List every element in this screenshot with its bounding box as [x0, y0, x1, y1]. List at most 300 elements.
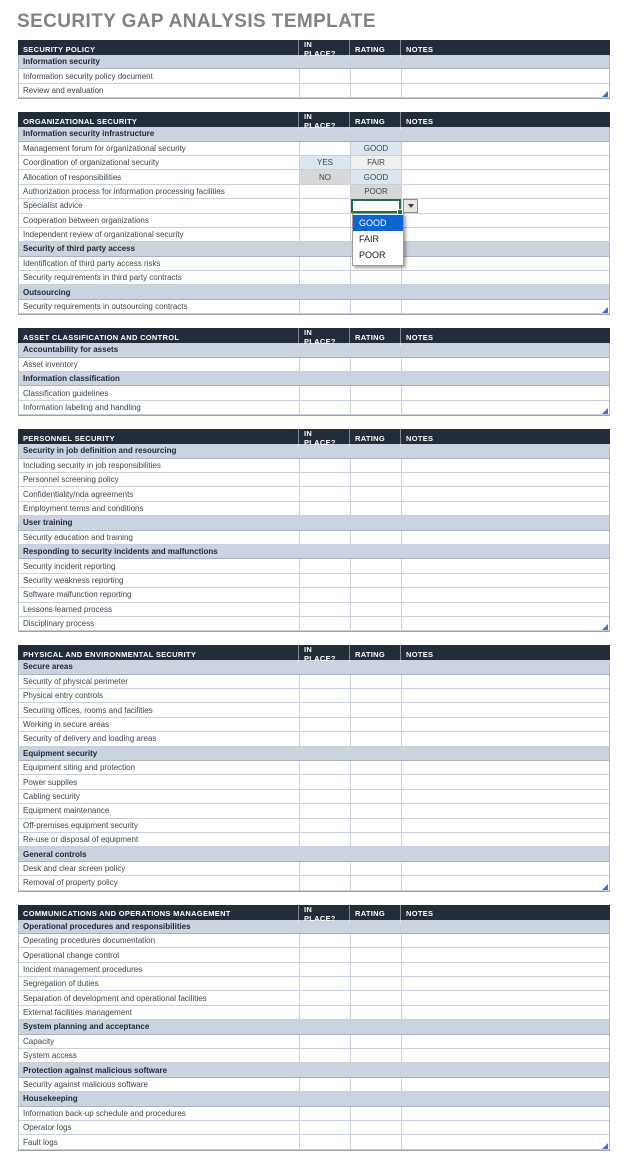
rating-cell[interactable] [350, 1078, 401, 1091]
in-place-cell[interactable] [299, 358, 350, 371]
in-place-cell[interactable] [299, 214, 350, 227]
in-place-cell[interactable] [299, 531, 350, 544]
in-place-cell[interactable]: YES [299, 156, 350, 169]
notes-cell[interactable] [401, 833, 609, 846]
column-header-rating: RATING [349, 429, 400, 447]
table-row [19, 775, 609, 789]
table-row [19, 502, 609, 516]
notes-cell[interactable] [401, 948, 609, 961]
item-label-cell[interactable]: Including security in job responsibilities [23, 460, 161, 470]
in-place-cell [299, 55, 350, 68]
in-place-cell[interactable] [299, 977, 350, 990]
in-place-cell[interactable] [299, 948, 350, 961]
rating-cell[interactable] [350, 531, 401, 544]
table-row [19, 386, 609, 400]
rating-cell[interactable] [350, 603, 401, 616]
column-header-rating: RATING [349, 328, 400, 346]
rating-cell [350, 1092, 401, 1105]
item-label-cell[interactable]: Desk and clear screen policy [23, 863, 126, 873]
column-header-notes: NOTES [400, 645, 610, 663]
rating-cell[interactable] [350, 300, 401, 313]
subsection-label-cell: Operational procedures and responsibilities [23, 921, 191, 931]
in-place-cell [299, 444, 350, 457]
sections-container [0, 40, 628, 1151]
rating-cell[interactable] [350, 1006, 401, 1019]
item-label-cell[interactable]: Coordination of organizational security [23, 158, 160, 168]
table-row [19, 1035, 609, 1049]
in-place-cell[interactable] [299, 718, 350, 731]
in-place-cell[interactable] [299, 1006, 350, 1019]
item-label-cell[interactable]: Allocation of responsibilities [23, 172, 122, 182]
subsection-label-cell: Secure areas [23, 662, 73, 672]
notes-cell[interactable] [401, 271, 609, 284]
item-label-cell[interactable]: Physical entry controls [23, 691, 104, 701]
in-place-cell[interactable] [299, 775, 350, 788]
rating-cell[interactable] [350, 775, 401, 788]
notes-cell[interactable] [401, 1121, 609, 1134]
in-place-cell[interactable] [299, 487, 350, 500]
item-label-cell[interactable]: Re-use or disposal of equipment [23, 835, 139, 845]
rating-cell[interactable] [350, 1135, 401, 1148]
rating-cell[interactable] [350, 487, 401, 500]
subsection-row [19, 343, 609, 357]
rating-cell[interactable] [350, 862, 401, 875]
rating-cell[interactable] [350, 386, 401, 399]
in-place-cell[interactable] [299, 876, 350, 889]
in-place-cell[interactable] [299, 732, 350, 745]
notes-cell[interactable] [401, 170, 609, 183]
item-label-cell[interactable]: Information labeling and handling [23, 403, 141, 412]
rating-cell[interactable] [350, 732, 401, 745]
in-place-cell[interactable] [299, 804, 350, 817]
in-place-cell[interactable] [299, 603, 350, 616]
table-row [19, 1107, 609, 1121]
column-header-notes: NOTES [400, 429, 610, 447]
table-row [19, 185, 609, 199]
rating-cell[interactable] [350, 819, 401, 832]
item-label-cell[interactable]: Incident management procedures [23, 964, 143, 974]
notes-cell[interactable] [401, 790, 609, 803]
rating-cell[interactable] [350, 790, 401, 803]
rating-cell[interactable] [350, 689, 401, 702]
table-row [19, 156, 609, 170]
in-place-cell [299, 343, 350, 356]
item-label-cell[interactable]: Disciplinary process [23, 619, 95, 629]
notes-cell[interactable] [401, 401, 609, 414]
in-place-cell[interactable] [299, 833, 350, 846]
in-place-cell[interactable] [299, 69, 350, 82]
table-row [19, 603, 609, 617]
item-label-cell[interactable]: Security requirements in third party contracts [23, 273, 182, 283]
in-place-cell [299, 847, 350, 860]
rating-cell[interactable] [350, 271, 401, 284]
subsection-label-cell: General controls [23, 849, 87, 859]
in-place-cell[interactable] [299, 1107, 350, 1120]
in-place-cell[interactable] [299, 934, 350, 947]
notes-cell[interactable] [401, 574, 609, 587]
item-label-cell[interactable]: Cabling security [23, 791, 80, 801]
item-label-cell[interactable]: Asset inventory [23, 359, 78, 369]
subsection-row [19, 660, 609, 674]
in-place-cell[interactable] [299, 199, 350, 212]
in-place-cell[interactable] [299, 386, 350, 399]
notes-cell[interactable] [401, 502, 609, 515]
rating-cell[interactable] [350, 502, 401, 515]
in-place-cell[interactable] [299, 559, 350, 572]
subsection-label-cell: Information classification [23, 374, 120, 384]
rating-cell[interactable] [350, 718, 401, 731]
item-label-cell[interactable]: Security of physical perimeter [23, 676, 128, 686]
in-place-cell[interactable] [299, 271, 350, 284]
notes-cell[interactable] [401, 689, 609, 702]
item-label-cell[interactable]: Personnel screening policy [23, 475, 119, 485]
dropdown-arrow-button[interactable] [403, 199, 418, 213]
section-title: ASSET CLASSIFICATION AND CONTROL [23, 332, 180, 342]
table-row [19, 991, 609, 1005]
notes-cell[interactable] [401, 84, 609, 97]
rating-cell[interactable]: GOOD [350, 170, 401, 183]
item-label-cell[interactable]: Operational change control [23, 950, 120, 960]
rating-cell[interactable] [350, 401, 401, 414]
item-label-cell[interactable]: Classification guidelines [23, 388, 109, 398]
notes-cell[interactable] [401, 732, 609, 745]
dropdown-option[interactable]: GOOD [353, 215, 403, 231]
in-place-cell [299, 747, 350, 760]
notes-cell[interactable] [401, 69, 609, 82]
subsection-label-cell: Security of third party access [23, 244, 136, 254]
section-table [18, 905, 610, 1151]
rating-cell[interactable] [350, 1121, 401, 1134]
item-label-cell[interactable]: Capacity [23, 1036, 55, 1046]
notes-cell[interactable] [401, 228, 609, 241]
in-place-cell [299, 285, 350, 298]
item-label-cell[interactable]: Confidentiality/nda agreements [23, 489, 134, 499]
notes-cell [401, 343, 609, 356]
table-row [19, 69, 609, 83]
rating-cell[interactable] [350, 876, 401, 889]
item-label-cell[interactable]: Review and evaluation [23, 85, 104, 95]
rating-cell[interactable] [350, 675, 401, 688]
in-place-cell[interactable] [299, 963, 350, 976]
notes-cell[interactable] [401, 300, 609, 313]
notes-cell[interactable] [401, 675, 609, 688]
notes-cell[interactable] [401, 1006, 609, 1019]
item-label-cell[interactable]: Independent review of organizational security [23, 230, 184, 240]
notes-cell[interactable] [401, 1135, 609, 1148]
in-place-cell[interactable] [299, 473, 350, 486]
table-row [19, 876, 609, 890]
table-row [19, 214, 609, 228]
in-place-cell[interactable] [299, 84, 350, 97]
notes-cell[interactable] [401, 819, 609, 832]
rating-cell[interactable] [350, 473, 401, 486]
notes-cell[interactable] [401, 977, 609, 990]
rating-cell[interactable] [350, 934, 401, 947]
table-row [19, 977, 609, 991]
in-place-cell[interactable] [299, 1078, 350, 1091]
rating-cell [350, 920, 401, 933]
rating-cell[interactable] [350, 963, 401, 976]
item-label-cell[interactable]: Separation of development and operational facilities [23, 993, 207, 1003]
rating-cell [350, 285, 401, 298]
subsection-row [19, 242, 609, 256]
rating-cell [350, 545, 401, 558]
subsection-label-cell: Security in job definition and resourcing [23, 446, 177, 456]
section-header-row [18, 328, 610, 347]
notes-cell[interactable] [401, 775, 609, 788]
item-label-cell[interactable]: Security requirements in outsourcing contracts [23, 302, 188, 312]
notes-cell[interactable] [401, 199, 609, 212]
table-row [19, 142, 609, 156]
in-place-cell[interactable] [299, 300, 350, 313]
rating-cell [350, 1063, 401, 1076]
table-row [19, 617, 609, 631]
notes-cell [401, 242, 609, 255]
notes-cell[interactable] [401, 617, 609, 630]
subsection-label-cell: User training [23, 518, 73, 528]
in-place-cell[interactable] [299, 761, 350, 774]
rating-cell[interactable] [350, 574, 401, 587]
item-label-cell[interactable]: Off-premises equipment security [23, 820, 139, 830]
in-place-cell [299, 1020, 350, 1033]
in-place-cell [299, 1063, 350, 1076]
notes-cell[interactable] [401, 603, 609, 616]
column-header-notes: NOTES [400, 905, 610, 923]
notes-cell[interactable] [401, 257, 609, 270]
subsection-label-cell: Equipment security [23, 748, 98, 758]
column-header-in-place: IN PLACE? [298, 328, 349, 346]
item-label-cell[interactable]: Operator logs [23, 1123, 72, 1133]
dropdown-option[interactable]: POOR [359, 249, 386, 260]
section-header-row [18, 645, 610, 664]
rating-cell [350, 516, 401, 529]
subsection-row [19, 1063, 609, 1077]
subsection-label-cell: Protection against malicious software [23, 1065, 168, 1075]
in-place-cell[interactable] [299, 819, 350, 832]
in-place-cell[interactable]: NO [299, 170, 350, 183]
item-label-cell[interactable]: Employment terms and conditions [23, 503, 144, 513]
table-row [19, 862, 609, 876]
in-place-cell[interactable] [299, 228, 350, 241]
item-label-cell[interactable]: Management forum for organizational security [23, 143, 186, 153]
notes-cell[interactable] [401, 991, 609, 1004]
item-label-cell[interactable]: Equipment siting and protection [23, 763, 136, 773]
subsection-label-cell: Outsourcing [23, 287, 71, 297]
notes-cell [401, 285, 609, 298]
in-place-cell[interactable] [299, 257, 350, 270]
item-label-cell[interactable]: System access [23, 1051, 77, 1061]
rating-cell[interactable] [350, 1049, 401, 1062]
item-label-cell[interactable]: Security education and training [23, 532, 133, 542]
notes-cell[interactable] [401, 214, 609, 227]
dropdown-option[interactable]: FAIR [359, 233, 380, 244]
rating-cell[interactable] [350, 588, 401, 601]
item-label-cell[interactable]: Security against malicious software [23, 1080, 148, 1090]
table-row [19, 257, 609, 271]
notes-cell[interactable] [401, 185, 609, 198]
item-label-cell[interactable]: Power supplies [23, 777, 78, 787]
table-resize-handle [602, 307, 608, 313]
in-place-cell[interactable] [299, 790, 350, 803]
item-label-cell[interactable]: Segregation of duties [23, 979, 99, 989]
column-header-in-place: IN PLACE? [298, 112, 349, 130]
rating-cell[interactable]: GOOD [350, 142, 401, 155]
notes-cell[interactable] [401, 804, 609, 817]
table-row [19, 934, 609, 948]
table-resize-handle [602, 624, 608, 630]
notes-cell [401, 127, 609, 140]
rating-cell[interactable] [350, 358, 401, 371]
notes-cell[interactable] [401, 386, 609, 399]
subsection-label-cell: System planning and acceptance [23, 1022, 150, 1032]
column-header-in-place: IN PLACE? [298, 40, 349, 58]
item-label-cell[interactable]: External facilities management [23, 1008, 132, 1018]
in-place-cell[interactable] [299, 617, 350, 630]
rating-cell[interactable] [350, 703, 401, 716]
table-row [19, 84, 609, 98]
rating-cell[interactable] [350, 559, 401, 572]
rating-cell[interactable] [350, 991, 401, 1004]
table-resize-handle [602, 1143, 608, 1149]
subsection-row [19, 516, 609, 530]
column-header-notes: NOTES [400, 40, 610, 58]
item-label-cell[interactable]: Information security policy document [23, 71, 153, 81]
table-row [19, 588, 609, 602]
notes-cell[interactable] [401, 156, 609, 169]
item-label-cell[interactable]: Specialist advice [23, 201, 83, 211]
in-place-cell[interactable] [299, 1049, 350, 1062]
in-place-cell[interactable] [299, 588, 350, 601]
section-header-row [18, 904, 610, 923]
table-row [19, 559, 609, 573]
in-place-cell[interactable] [299, 862, 350, 875]
section-title: ORGANIZATIONAL SECURITY [23, 116, 138, 126]
rating-cell [350, 1020, 401, 1033]
item-label-cell[interactable]: Identification of third party access risks [23, 258, 161, 268]
item-label-cell[interactable]: Removal of property policy [23, 878, 118, 888]
in-place-cell[interactable] [299, 1035, 350, 1048]
section-table [18, 429, 610, 632]
notes-cell[interactable] [401, 876, 609, 889]
in-place-cell [299, 1092, 350, 1105]
rating-cell[interactable] [350, 948, 401, 961]
in-place-cell[interactable] [299, 185, 350, 198]
in-place-cell[interactable] [299, 1135, 350, 1148]
notes-cell[interactable] [401, 963, 609, 976]
table-row [19, 819, 609, 833]
in-place-cell[interactable] [299, 1121, 350, 1134]
notes-cell[interactable] [401, 487, 609, 500]
notes-cell[interactable] [401, 862, 609, 875]
notes-cell[interactable] [401, 718, 609, 731]
in-place-cell[interactable] [299, 574, 350, 587]
notes-cell[interactable] [401, 531, 609, 544]
subsection-label-cell: Information security [23, 57, 100, 67]
table-row [19, 948, 609, 962]
notes-cell [401, 444, 609, 457]
rating-cell[interactable] [350, 833, 401, 846]
subsection-row [19, 920, 609, 934]
rating-cell[interactable] [350, 84, 401, 97]
rating-cell[interactable] [350, 459, 401, 472]
notes-cell[interactable] [401, 1035, 609, 1048]
item-label-cell[interactable]: Working in secure areas [23, 720, 110, 730]
item-label-cell[interactable]: Cooperation between organizations [23, 215, 149, 225]
in-place-cell[interactable] [299, 459, 350, 472]
subsection-row [19, 444, 609, 458]
item-label-cell[interactable]: Fault logs [23, 1137, 58, 1147]
item-label-cell[interactable]: Information back-up schedule and procedures [23, 1108, 186, 1118]
rating-cell-selected[interactable] [350, 199, 401, 260]
item-label-cell[interactable]: Lessons learned process [23, 604, 112, 614]
rating-cell [350, 127, 401, 140]
section-title: PERSONNEL SECURITY [23, 433, 115, 443]
item-label-cell[interactable]: Security incident reporting [23, 561, 116, 571]
rating-cell[interactable] [350, 1035, 401, 1048]
notes-cell[interactable] [401, 703, 609, 716]
rating-cell[interactable] [350, 1107, 401, 1120]
rating-cell[interactable]: POOR [350, 185, 401, 198]
in-place-cell[interactable] [299, 703, 350, 716]
in-place-cell[interactable] [299, 991, 350, 1004]
in-place-cell[interactable] [299, 689, 350, 702]
rating-cell [350, 343, 401, 356]
notes-cell[interactable] [401, 761, 609, 774]
table-row [19, 1121, 609, 1135]
notes-cell[interactable] [401, 459, 609, 472]
column-header-notes: NOTES [400, 328, 610, 346]
notes-cell[interactable] [401, 142, 609, 155]
notes-cell [401, 1063, 609, 1076]
notes-cell[interactable] [401, 559, 609, 572]
notes-cell[interactable] [401, 358, 609, 371]
section-header-row [18, 429, 610, 448]
table-row [19, 487, 609, 501]
notes-cell [401, 55, 609, 68]
notes-cell[interactable] [401, 473, 609, 486]
notes-cell[interactable] [401, 1107, 609, 1120]
notes-cell[interactable] [401, 588, 609, 601]
item-label-cell[interactable]: Equipment maintenance [23, 806, 110, 816]
in-place-cell[interactable] [299, 502, 350, 515]
item-label-cell[interactable]: Operating procedures documentation [23, 936, 156, 946]
notes-cell[interactable] [401, 1049, 609, 1062]
notes-cell[interactable] [401, 934, 609, 947]
in-place-cell[interactable] [299, 675, 350, 688]
table-row [19, 271, 609, 285]
rating-cell[interactable]: FAIR [350, 156, 401, 169]
rating-cell[interactable] [350, 977, 401, 990]
in-place-cell[interactable] [299, 142, 350, 155]
subsection-row [19, 847, 609, 861]
item-label-cell[interactable]: Authorization process for information processing facilities [23, 186, 225, 196]
item-label-cell[interactable]: Security weakness reporting [23, 575, 124, 585]
rating-cell[interactable] [350, 761, 401, 774]
rating-cell[interactable] [350, 617, 401, 630]
rating-cell[interactable] [350, 804, 401, 817]
in-place-cell[interactable] [299, 401, 350, 414]
item-label-cell[interactable]: Software malfunction reporting [23, 590, 132, 600]
column-header-rating: RATING [349, 905, 400, 923]
item-label-cell[interactable]: Security of delivery and loading areas [23, 734, 157, 744]
rating-cell[interactable] [350, 69, 401, 82]
table-row [19, 761, 609, 775]
item-label-cell[interactable]: Securing offices, rooms and facilities [23, 705, 153, 715]
section-table [18, 112, 610, 315]
in-place-cell [299, 242, 350, 255]
notes-cell[interactable] [401, 1078, 609, 1091]
notes-cell [401, 660, 609, 673]
